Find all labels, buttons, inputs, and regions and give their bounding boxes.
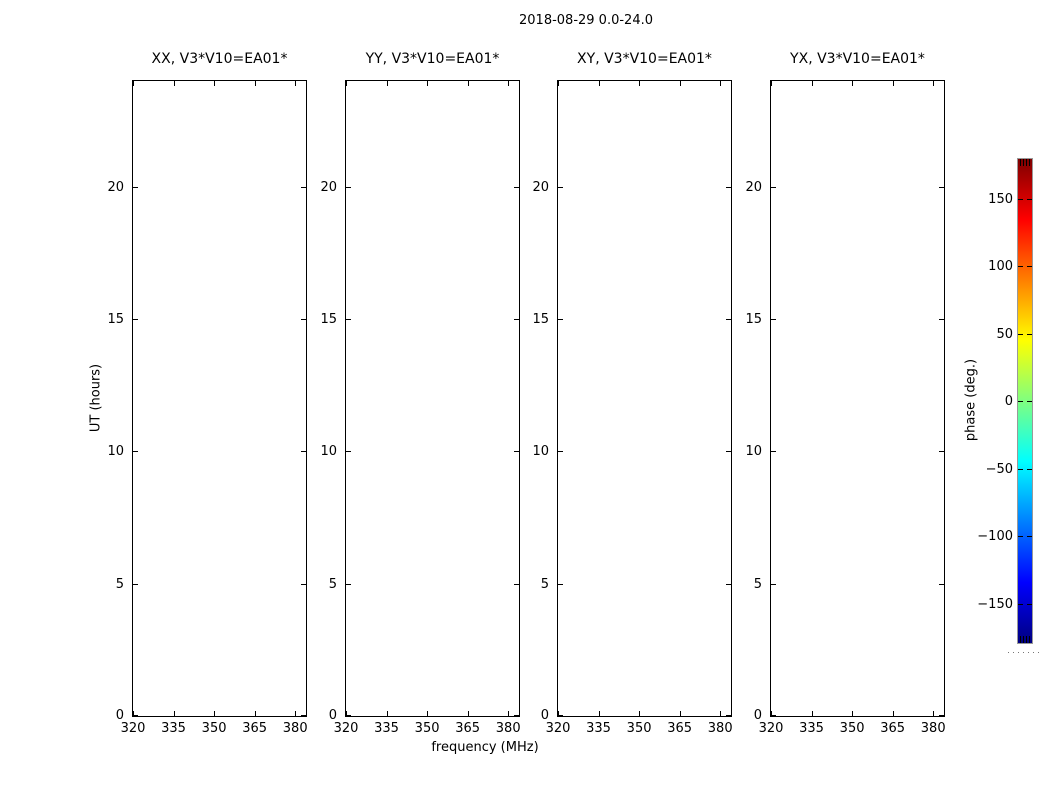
colorbar-tick-label: 50 xyxy=(996,326,1013,342)
y-tick xyxy=(771,715,776,716)
x-tick xyxy=(639,81,640,86)
x-tick xyxy=(255,81,256,86)
x-tick xyxy=(852,711,853,716)
y-tick xyxy=(771,451,776,452)
x-tick-label: 365 xyxy=(455,721,481,736)
x-tick-label: 320 xyxy=(333,721,359,736)
plot-panel xyxy=(132,80,307,717)
x-tick xyxy=(852,81,853,86)
x-tick xyxy=(720,81,721,86)
y-tick-label: 20 xyxy=(320,179,337,195)
x-tick xyxy=(214,711,215,716)
x-tick xyxy=(387,711,388,716)
x-tick xyxy=(255,711,256,716)
x-tick-label: 350 xyxy=(201,721,227,736)
y-tick-label: 0 xyxy=(753,708,762,723)
subplot-yy xyxy=(320,0,521,790)
y-tick-label: 5 xyxy=(328,576,337,592)
colorbar-tick-label: 100 xyxy=(988,259,1013,274)
y-tick-label: 5 xyxy=(540,576,549,592)
y-tick xyxy=(558,451,563,452)
x-tick-label: 335 xyxy=(161,721,186,736)
plot-panel xyxy=(557,80,732,717)
x-tick-label: 320 xyxy=(758,721,784,736)
x-tick xyxy=(387,81,388,86)
y-tick xyxy=(346,584,351,585)
subplot-title: XY, V3*V10=EA01* xyxy=(577,51,712,67)
y-tick xyxy=(771,187,776,188)
y-tick xyxy=(939,319,944,320)
x-tick xyxy=(295,81,296,86)
x-tick-label: 365 xyxy=(880,721,906,736)
x-tick xyxy=(812,81,813,86)
x-tick xyxy=(639,711,640,716)
colorbar-tick-label: −100 xyxy=(977,529,1013,544)
y-tick-label: 10 xyxy=(532,444,549,460)
y-tick xyxy=(133,584,138,585)
y-tick-label: 15 xyxy=(745,312,762,328)
y-tick-label: 20 xyxy=(745,179,762,195)
subplot-title: YX, V3*V10=EA01* xyxy=(790,51,925,67)
x-tick-label: 335 xyxy=(374,721,399,736)
y-tick xyxy=(558,584,563,585)
colorbar-tick xyxy=(1027,266,1032,267)
y-tick-label: 5 xyxy=(753,576,762,592)
colorbar-tick xyxy=(1027,401,1032,402)
y-tick-label: 15 xyxy=(320,312,337,328)
y-tick-label: 20 xyxy=(107,179,124,195)
y-tick xyxy=(133,187,138,188)
colorbar-dotted-baseline xyxy=(1008,652,1040,653)
y-tick xyxy=(346,319,351,320)
x-tick-label: 365 xyxy=(667,721,693,736)
x-tick xyxy=(468,81,469,86)
colorbar-tick-label: −50 xyxy=(985,461,1013,477)
y-axis-label: UT (hours) xyxy=(88,363,104,433)
colorbar-tick xyxy=(1018,199,1023,200)
colorbar-tick xyxy=(1018,334,1023,335)
x-tick xyxy=(508,81,509,86)
y-tick xyxy=(346,451,351,452)
x-tick-label: 380 xyxy=(920,721,946,736)
y-tick xyxy=(939,715,944,716)
x-tick xyxy=(771,81,772,86)
y-tick-label: 15 xyxy=(532,312,549,328)
y-tick xyxy=(346,715,351,716)
x-tick xyxy=(214,81,215,86)
y-tick xyxy=(133,451,138,452)
y-tick xyxy=(558,319,563,320)
colorbar-tick xyxy=(1027,199,1032,200)
x-tick xyxy=(812,711,813,716)
colorbar-tick-label: 0 xyxy=(1004,394,1013,409)
y-tick-label: 0 xyxy=(328,708,337,723)
subplot-yx xyxy=(745,0,946,790)
x-tick-label: 350 xyxy=(839,721,865,736)
y-tick xyxy=(346,187,351,188)
x-tick-label: 380 xyxy=(282,721,308,736)
y-tick-label: 10 xyxy=(320,444,337,460)
y-tick xyxy=(939,584,944,585)
colorbar-tick xyxy=(1018,401,1023,402)
colorbar-bottom-flag-marks xyxy=(1020,636,1032,643)
y-tick-label: 15 xyxy=(107,312,124,328)
x-tick xyxy=(933,711,934,716)
colorbar-tick xyxy=(1018,266,1023,267)
x-tick-label: 350 xyxy=(414,721,440,736)
x-tick-label: 320 xyxy=(120,721,146,736)
subplot-xx xyxy=(107,0,308,790)
x-tick xyxy=(427,81,428,86)
x-tick xyxy=(468,711,469,716)
y-tick xyxy=(771,584,776,585)
colorbar-tick-label: 150 xyxy=(988,191,1013,207)
x-tick-label: 380 xyxy=(707,721,733,736)
x-tick xyxy=(427,711,428,716)
colorbar-tick xyxy=(1027,334,1032,335)
x-tick xyxy=(174,711,175,716)
x-tick xyxy=(893,711,894,716)
subplot-title: YY, V3*V10=EA01* xyxy=(365,51,500,67)
y-tick-label: 0 xyxy=(115,708,124,723)
x-tick xyxy=(599,711,600,716)
x-tick-label: 350 xyxy=(626,721,652,736)
x-tick xyxy=(933,81,934,86)
x-tick xyxy=(295,711,296,716)
plot-panel xyxy=(770,80,945,717)
y-tick-label: 10 xyxy=(745,444,762,460)
y-tick xyxy=(133,715,138,716)
x-axis-label: frequency (MHz) xyxy=(431,740,539,755)
x-tick xyxy=(893,81,894,86)
x-tick-label: 320 xyxy=(545,721,571,736)
x-tick xyxy=(133,81,134,86)
x-tick-label: 335 xyxy=(586,721,611,736)
colorbar-tick xyxy=(1018,604,1023,605)
subplot-title: XX, V3*V10=EA01* xyxy=(151,51,288,67)
y-tick xyxy=(771,319,776,320)
y-tick xyxy=(558,715,563,716)
x-tick xyxy=(680,711,681,716)
colorbar-tick xyxy=(1027,604,1032,605)
x-tick xyxy=(599,81,600,86)
colorbar-tick xyxy=(1027,536,1032,537)
colorbar-top-flag-marks xyxy=(1020,159,1032,166)
plot-panel xyxy=(345,80,520,717)
figure-title: 2018-08-29 0.0-24.0 xyxy=(519,13,653,28)
x-tick-label: 335 xyxy=(799,721,824,736)
x-tick xyxy=(346,81,347,86)
y-tick-label: 0 xyxy=(540,708,549,723)
y-tick xyxy=(558,187,563,188)
colorbar-tick xyxy=(1018,469,1023,470)
x-tick xyxy=(720,711,721,716)
x-tick xyxy=(174,81,175,86)
y-tick xyxy=(939,451,944,452)
y-tick xyxy=(133,319,138,320)
colorbar-tick-label: −150 xyxy=(977,596,1013,612)
x-tick xyxy=(558,81,559,86)
y-tick-label: 20 xyxy=(532,179,549,195)
colorbar-label: phase (deg.) xyxy=(963,358,979,442)
x-tick-label: 365 xyxy=(242,721,268,736)
subplot-xy xyxy=(532,0,733,790)
y-tick-label: 10 xyxy=(107,444,124,460)
x-tick xyxy=(508,711,509,716)
y-tick xyxy=(939,187,944,188)
x-tick-label: 380 xyxy=(495,721,521,736)
y-tick-label: 5 xyxy=(115,576,124,592)
colorbar-tick xyxy=(1027,469,1032,470)
colorbar-tick xyxy=(1018,536,1023,537)
x-tick xyxy=(680,81,681,86)
